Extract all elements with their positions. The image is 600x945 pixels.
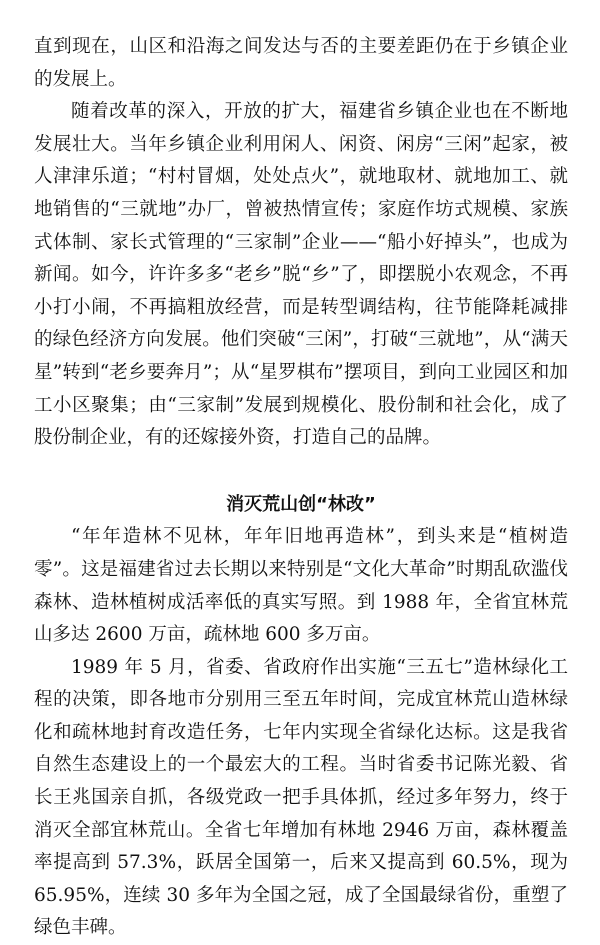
paragraph-township-enterprises: 随着改革的深入，开放的扩大，福建省乡镇企业也在不断地发展壮大。当年乡镇企业利用闲人、闲资、闲房“三闲”起家，被人津津乐道；“村村冒烟，处处点火”，就地取材、就地加工、就地销售的“三就地”办厂，曾被热情宣传；家庭作坊式规模、家族式体制、家长式管理的“三家制”企业——“船小好掉头”，也成为新闻。如今，许许多多“老乡”脱“乡”了，即摆脱小农观念，不再小打小闹，不再搞粗放经营，而是转型调结构，往节能降耗减排的绿色经济方向发展。他们突破“三闲”，打破“三就地”，从“满天星”转到“老乡要奔月”；从“星罗棋布”摆项目，到向工业园区和加工小区聚集；由“三家制”发展到规模化、股份制和社会化，成了股份制企业，有的还嫁接外资，打造自己的品牌。 (34, 101, 568, 449)
document-page (34, 31, 568, 945)
paragraph-afforestation-history: “年年造林不见林，年年旧地再造林”，到头来是“植树造零”。这是福建省过去长期以来特别是“文化大革命”时期乱砍滥伐森林、造林植树成活率低的真实写照。到 1988 年，全省宜林荒山多达 2600 万亩，疏林地 600 多万亩。 (34, 526, 568, 646)
paragraph-continuation: 直到现在，山区和沿海之间发达与否的主要差距仍在于乡镇企业的发展上。 (34, 36, 568, 90)
paragraph-afforestation-project: 1989 年 5 月，省委、省政府作出实施“三五七”造林绿化工程的决策，即各地市分别用三至五年时间，完成宜林荒山造林绿化和疏林地封育改造任务，七年内实现全省绿化达标。这是我省自然生态建设上的一个最宏大的工程。当时省委书记陈光毅、省长王兆国亲自抓，各级党政一把手具体抓，经过多年努力，终于消灭全部宜林荒山。全省七年增加有林地 2946 万亩，森林覆盖率提高到 57.3%，跃居全国第一，后来又提高到 60.5%，现为 65.95%，连续 30 多年为全国之冠，成了全国最绿省份，重塑了绿色丰碑。 (34, 656, 568, 939)
section-heading: 消灭荒山创“林改” (226, 493, 376, 515)
